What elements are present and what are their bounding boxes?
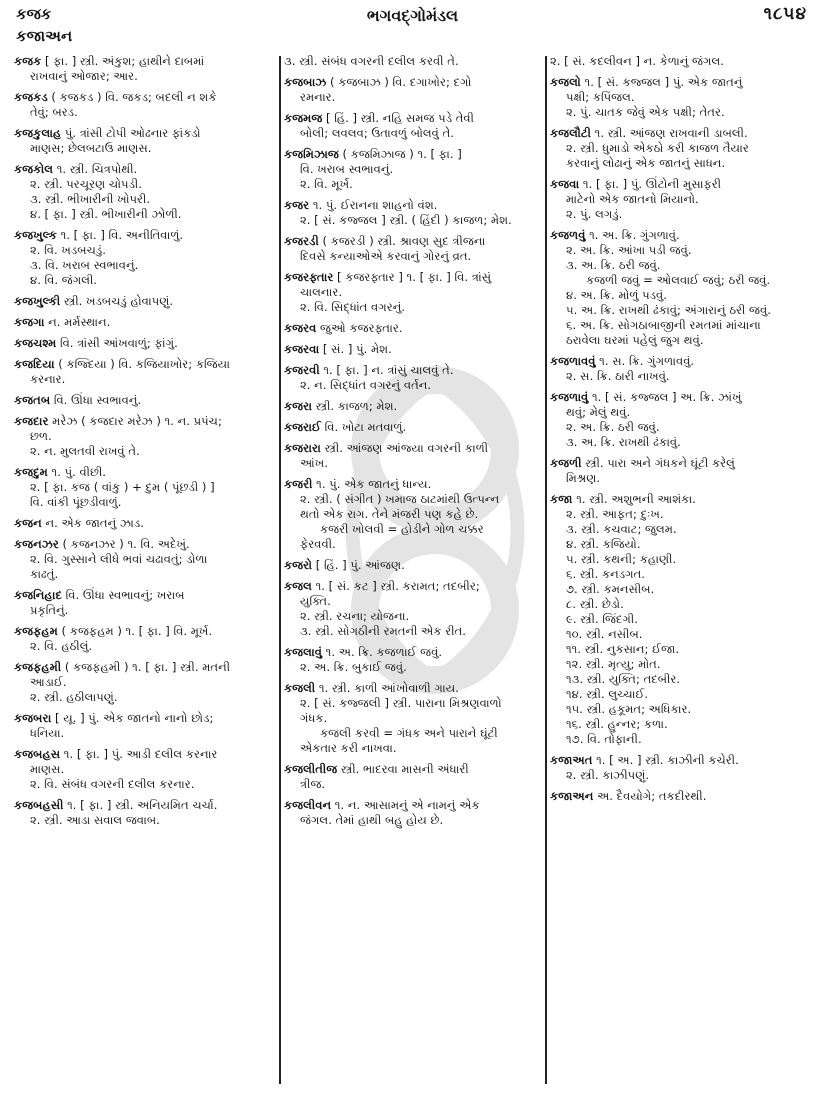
entry-line: રમનાર. xyxy=(300,90,336,104)
dictionary-entry xyxy=(14,660,276,705)
headword: કજરાઈ xyxy=(284,420,321,434)
headword: કજકડ xyxy=(14,90,48,104)
entry-line: ૩. અ. ક્રિ. રાખથી ઢંકાવું. xyxy=(566,435,681,449)
entry-line: ૨. પું. લગડું. xyxy=(566,207,623,221)
entry-line: ૫. અ. ક્રિ. રાખથી ઢંકાવું; અંગારાનું ઠરી જવું. xyxy=(566,303,771,317)
entry-line: ૭. સ્ત્રી. કમનસીબ. xyxy=(566,582,655,596)
entry-line: માણસ. xyxy=(30,762,65,776)
dictionary-entry xyxy=(14,798,276,828)
entry-line: ૫. સ્ત્રી. કથની; કહાણી. xyxy=(566,552,677,566)
dictionary-entry xyxy=(284,399,540,414)
headword: કજકોલ xyxy=(14,162,54,176)
dictionary-entry xyxy=(550,456,812,486)
headword: કજરા xyxy=(284,399,312,413)
entry-line: કજમજ [ હિં. ] સ્ત્રી. નહિ સમજ પડે તેવી xyxy=(284,111,474,125)
entry-line: પક્ષી; કપિંજલ. xyxy=(566,90,635,104)
column-divider xyxy=(545,56,547,1084)
entry-line: ૨. સ્ત્રી. રચના; યોજના. xyxy=(300,609,410,623)
running-head-left-bottom: કજાઅન xyxy=(16,27,73,45)
page-header xyxy=(0,0,825,52)
entry-line: કજફહમ ( કજફહમ ) ૧. [ ફા. ] વિ. મૂર્ખ. xyxy=(14,624,213,638)
entry-line: વિ. વાંકી પૂંછડીવાળું. xyxy=(30,495,122,509)
headword: કજબહસ xyxy=(14,747,61,761)
headword: કજરવા xyxy=(284,342,320,356)
entry-line: ૧૬. સ્ત્રી. હુન્નર; કળા. xyxy=(566,717,668,731)
headword: કજરી xyxy=(284,477,313,491)
headword: કજરફ્તાર xyxy=(284,270,334,284)
headword: કજલીતીજ xyxy=(284,762,338,776)
headword: કજદાર xyxy=(14,414,49,428)
dictionary-entry xyxy=(14,624,276,654)
entry-line: ૨. વિ. સિદ્ધાંત વગરનું. xyxy=(300,300,406,314)
dictionary-entry xyxy=(284,54,540,69)
entry-line: ૨. સ્ત્રી. હઠીલાપણું. xyxy=(30,690,118,704)
entry-line: ૨. [ સં. કજ્જલી ] સ્ત્રી. પારાના મિશ્રણવાળો xyxy=(300,696,502,710)
entry-line: ઠરાવેલા ઘરમાં પહેલું જુગ થવું. xyxy=(566,333,704,347)
entry-line: યુક્તિ. xyxy=(300,594,331,608)
dictionary-entry xyxy=(284,681,540,756)
headword: કજરડી xyxy=(284,234,319,248)
entry-line: કજક [ ફા. ] સ્ત્રી. અંકુશ; હાથીને દાબમાં xyxy=(14,54,205,68)
entry-line: કજર ૧. પું. ઈરાનના શાહનો વંશ. xyxy=(284,198,438,212)
dictionary-entry xyxy=(14,537,276,582)
entry-line: ૨. સ્ત્રી. આફત; દુઃખ. xyxy=(566,507,664,521)
dictionary-entry xyxy=(284,111,540,141)
entry-line: ૧૭. વિ. તોફાની. xyxy=(566,732,642,746)
headword: કજખુલ્ક xyxy=(14,228,57,242)
dictionary-entry xyxy=(14,393,276,408)
entry-line: ૨. સ્ત્રી. ધુમાડો એકઠો કરી કાજળ તૈયાર xyxy=(566,141,749,155)
dictionary-entry xyxy=(284,420,540,435)
entry-line: ફેરવવી. xyxy=(300,537,336,551)
entry-line: કજકડ ( કજકડ ) વિ. જકડ; બદલી ન શકે xyxy=(14,90,217,104)
entry-line: કજદિયા ( કજ્દિયા ) વિ. કજિયાખોર; કજિયા xyxy=(14,357,230,371)
dictionary-entry xyxy=(550,75,812,120)
dictionary-column-1 xyxy=(14,54,276,1084)
entry-line: ૩. અ. ક્રિ. ઠરી જવું. xyxy=(566,258,661,272)
entry-line: ૪. સ્ત્રી. કજિયો. xyxy=(566,537,641,551)
dictionary-entry xyxy=(284,645,540,675)
headword: કજનઝર xyxy=(14,537,59,551)
entry-line: કજળાવવું ૧. સ. ક્રિ. ગુંગળાવવું. xyxy=(550,354,695,368)
column-divider xyxy=(279,56,281,1084)
entry-line: કજરાઈ વિ. ખોટા મતવાળું. xyxy=(284,420,407,434)
entry-line: કજગા ન. મર્મસ્થાન. xyxy=(14,315,111,329)
entry-line: ૧૦. સ્ત્રી. નસીબ. xyxy=(566,627,643,641)
entry-line: કજમિઝાજ ( કજમિઝાજ ) ૧. [ ફા. ] xyxy=(284,147,462,161)
dictionary-entry xyxy=(14,711,276,741)
entry-line: ૨. પું. ચાતક જેવું એક પક્ષી; તેતર. xyxy=(566,105,725,119)
headword: કજફહમ xyxy=(14,624,58,638)
entry-line: કજલીતીજ સ્ત્રી. ભાદરવા માસની અંધારી xyxy=(284,762,469,776)
book-title: ભગવદ્ગોમંડલ xyxy=(366,6,459,25)
headword: કજતબ xyxy=(14,393,51,407)
dictionary-entry xyxy=(284,342,540,357)
headword: કજલો xyxy=(550,75,581,89)
entry-line: રાખવાનું ઓજાર; આર. xyxy=(30,69,138,83)
entry-line: ૨. વિ. મૂર્ખ. xyxy=(300,177,353,191)
entry-line: ૨. અ. ક્રિ. બુકાઈ જવું. xyxy=(300,660,407,674)
entry-line: ૨. વિ. ગુસ્સાને લીધે ભવાં ચઢાવતું; ડોળા xyxy=(30,552,208,566)
entry-line: કજતબ વિ. ઊંધા સ્વભાવનું. xyxy=(14,393,142,407)
dictionary-entry xyxy=(14,294,276,309)
entry-line: કજચશ્મ વિ. ત્રાંસી આંખવાળું; ફાંગું. xyxy=(14,336,178,350)
dictionary-entry xyxy=(284,234,540,264)
headword: કજબાઝ xyxy=(284,75,327,89)
dictionary-entry xyxy=(550,789,812,804)
entry-line: ત્રીજ. xyxy=(300,777,326,791)
dictionary-entry xyxy=(550,354,812,384)
headword: કજળી xyxy=(550,456,582,470)
entry-line: ૧૫. સ્ત્રી. હકૂમત; અધિકાર. xyxy=(566,702,692,716)
entry-line: છળ. xyxy=(30,429,52,443)
entry-line: કજવા ૧. [ ફા. ] પું. ઊંટોની મુસાફરી xyxy=(550,177,722,191)
entry-line: કરવાનું લોઢાનું એક જાતનું સાધન. xyxy=(566,156,726,170)
dictionary-entry xyxy=(14,336,276,351)
dictionary-entry xyxy=(284,441,540,471)
entry-line: ૪. વિ. જંગલી. xyxy=(30,273,97,287)
entry-line: આડાઈ. xyxy=(30,675,67,689)
headword: કજળાવવું xyxy=(550,354,596,368)
entry-line: માટેનો એક જાતનો મિયાનો. xyxy=(566,192,699,206)
headword: કજદિયા xyxy=(14,357,55,371)
entry-line: ૨. વિ. ખડબચડું. xyxy=(30,243,106,257)
headword: કજગા xyxy=(14,315,45,329)
headword: કજનિહાદ xyxy=(14,588,62,602)
headword: કજરવી xyxy=(284,363,320,377)
dictionary-entry xyxy=(14,516,276,531)
entry-line: મિશ્રણ. xyxy=(566,471,601,485)
entry-line: ૮. સ્ત્રી. છેડો. xyxy=(566,597,624,611)
entry-line: ૨. સ્ત્રી. પરચૂરણ ચોપડી. xyxy=(30,177,142,191)
entry-line: થવું; મેલું થવું. xyxy=(566,405,631,419)
headword: કજરો xyxy=(284,558,313,572)
entry-line: આંખ. xyxy=(300,456,328,470)
entry-line: કજા ૧. સ્ત્રી. અશુભની આશંકા. xyxy=(550,492,696,506)
entry-line: કજલ ૧. [ સં. કટ ] સ્ત્રી. કરામત; તદબીર; xyxy=(284,579,480,593)
entry-line: કજલી ૧. સ્ત્રી. કાળી આંખોવાળી ગાય. xyxy=(284,681,459,695)
entry-line: ૨. સ. ક્રિ. ઠારી નાખવું. xyxy=(566,369,670,383)
entry-line: ૨. [ સં. કદલીવન ] ન. કેળાનું જંગલ. xyxy=(550,54,724,68)
page-number: ૧૮૫૪ xyxy=(763,4,807,24)
headword: કજબહસી xyxy=(14,798,64,812)
entry-line: કજળવું ૧. અ. ક્રિ. ગુંગળાવું. xyxy=(550,228,680,242)
dictionary-entry xyxy=(14,465,276,510)
entry-line: કજરડી ( કજરડી ) સ્ત્રી. શ્રાવણ સુદ ત્રીજના xyxy=(284,234,486,248)
dictionary-entry xyxy=(14,54,276,84)
entry-line: કજન ન. એક જાતનું ઝાડ. xyxy=(14,516,144,530)
entry-line: કજરવી ૧. [ ફા. ] ન. ત્રાંસું ચાલવું તે. xyxy=(284,363,454,377)
dictionary-entry xyxy=(284,579,540,639)
dictionary-entry xyxy=(550,126,812,171)
entry-line: ૩. સ્ત્રી. સંબંધ વગરની દલીલ કરવી તે. xyxy=(284,54,459,68)
headword: કજકુલાહ xyxy=(14,126,62,140)
entry-line: ૧૧. સ્ત્રી. નુકસાન; ઈજા. xyxy=(566,642,680,656)
entry-line: ૬. સ્ત્રી. કનડગત. xyxy=(566,567,645,581)
dictionary-entry xyxy=(550,753,812,783)
entry-line: કજલી કરવી = ગંધક અને પારાને ઘૂંટી xyxy=(320,726,498,740)
dictionary-entry xyxy=(284,363,540,393)
headword: કજન xyxy=(14,516,42,530)
headword: કજદુમ xyxy=(14,465,48,479)
dictionary-entry xyxy=(284,198,540,228)
entry-line: કજરવ જુઓ કજરફ્તાર. xyxy=(284,321,403,335)
entry-line: કજદાર મરેઝ ( કજદાર મરેઝ ) ૧. ન. પ્રપંચ; xyxy=(14,414,222,428)
dictionary-entry xyxy=(14,315,276,330)
dictionary-entry xyxy=(14,162,276,222)
dictionary-column-2 xyxy=(284,54,540,1084)
entry-line: ૩. સ્ત્રી. કચવાટ; જુલમ. xyxy=(566,522,677,536)
dictionary-entry xyxy=(14,588,276,618)
entry-line: કજબહસી ૧. [ ફા. ] સ્ત્રી. અનિયમિત ચર્ચા. xyxy=(14,798,218,812)
dictionary-entry xyxy=(550,492,812,747)
entry-line: ૨. વિ. હઠીલું. xyxy=(30,639,93,653)
entry-line: જંગલ. તેમાં હાથી બહુ હોય છે. xyxy=(300,813,444,827)
dictionary-entry xyxy=(284,321,540,336)
entry-line: કજરી ખોલવી = હોડીને ગોળ ચક્કર xyxy=(320,522,484,536)
headword: કજર xyxy=(284,198,310,212)
dictionary-entry xyxy=(284,558,540,573)
entry-line: કજખુલ્કી સ્ત્રી. ખડબચડું હોવાપણું. xyxy=(14,294,174,308)
headword: કજલ xyxy=(284,579,312,593)
dictionary-entry xyxy=(284,762,540,792)
entry-line: ૨. ન. સિદ્ધાંત વગરનું વર્તન. xyxy=(300,378,432,392)
headword: કજચશ્મ xyxy=(14,336,57,350)
entry-line: કજલાવું ૧. અ. ક્રિ. કજળાઈ જવું. xyxy=(284,645,443,659)
entry-line: કજનિહાદ વિ. ઊંધા સ્વભાવનું; ખરાબ xyxy=(14,588,185,602)
dictionary-entry xyxy=(284,75,540,105)
headword: કજાઅત xyxy=(550,753,593,767)
entry-line: કજાઅત ૧. [ અ. ] સ્ત્રી. કાઝીની કચેરી. xyxy=(550,753,739,767)
headword: કજાઅન xyxy=(550,789,594,803)
dictionary-entry xyxy=(284,147,540,192)
entry-line: ૨. સ્ત્રી. ( સંગીત ) ખમાજ ઠાટમાંથી ઉત્પન્ન xyxy=(300,492,500,506)
entry-line: કાઢતું. xyxy=(30,567,59,581)
running-head-left: કજક xyxy=(16,5,52,23)
entry-line: કજબરા [ યૂ. ] પું. એક જાતનો નાનો છોડ; xyxy=(14,711,214,725)
dictionary-entry xyxy=(14,126,276,156)
dictionary-entry xyxy=(284,270,540,315)
entry-line: કજરો [ હિં. ] પું. આંજણ. xyxy=(284,558,405,572)
entry-line: કજકુલાહ પું. ત્રાંસી ટોપી ઓઢનાર ફાંકડો xyxy=(14,126,201,140)
headword: કજરારા xyxy=(284,441,321,455)
entry-line: ૧૨. સ્ત્રી. મૃત્યુ; મોત. xyxy=(566,657,661,671)
entry-line: કરનાર. xyxy=(30,372,66,386)
entry-line: ૩. સ્ત્રી. સોગઠીની રમતની એક રીત. xyxy=(300,624,466,638)
entry-line: ૨. વિ. સંબંધ વગરની દલીલ કરનાર. xyxy=(30,777,195,791)
dictionary-entry xyxy=(550,54,812,69)
entry-line: કજળી સ્ત્રી. પારા અને ગંધકને ઘૂંટી કરેલું xyxy=(550,456,735,470)
headword: કજળવું xyxy=(550,228,586,242)
entry-line: ૧૪. સ્ત્રી. લુચ્ચાઈ. xyxy=(566,687,649,701)
entry-line: ૨. ન. મુલતવી રાખવું તે. xyxy=(30,444,140,458)
entry-line: પ્રકૃતિનું. xyxy=(30,603,69,617)
entry-line: કજનઝર ( કજનઝર ) ૧. વિ. અદેખું. xyxy=(14,537,190,551)
entry-line: એકતાર કરી નાખવા. xyxy=(300,741,397,755)
dictionary-entry xyxy=(14,357,276,387)
entry-line: ૨. [ સં. કજ્જલ ] સ્ત્રી. ( હિંદી ) કાજળ; મેશ. xyxy=(300,213,512,227)
entry-line: તેવું; બરડ. xyxy=(30,105,78,119)
dictionary-entry xyxy=(550,390,812,450)
entry-line: માણસ; છેલબટાઉ માણસ. xyxy=(30,141,152,155)
headword: કજલી xyxy=(284,681,316,695)
dictionary-column-3 xyxy=(550,54,812,1084)
entry-line: કજાઅન અ. દૈવયોગે; તકદીરથી. xyxy=(550,789,707,803)
dictionary-entry xyxy=(14,414,276,459)
entry-line: ૪. [ ફા. ] સ્ત્રી. ભીખારીની ઝોળી. xyxy=(30,207,182,221)
entry-line: ૬. અ. ક્રિ. સોગઠાબાજીની રમતમાં માંચાના xyxy=(566,318,761,332)
entry-line: ૯. સ્ત્રી. જિંદગી. xyxy=(566,612,638,626)
entry-line: ગંધક. xyxy=(300,711,328,725)
entry-line: કજલૌટી ૧. સ્ત્રી. આંજણ રાખવાની ડાબલી. xyxy=(550,126,748,140)
entry-line: ૨. [ ફા. કજ ( વાંકુ ) + દુમ ( પૂંછડી ) ] xyxy=(30,480,215,494)
entry-line: કજબહસ ૧. [ ફા. ] પું. આડી દલીલ કરનાર xyxy=(14,747,218,761)
entry-line: ૨. અ. ક્રિ. ઠરી જવું. xyxy=(566,420,660,434)
dictionary-entry xyxy=(14,747,276,792)
entry-line: કજળાવું ૧. [ સં. કજ્જલ ] અ. ક્રિ. ઝાંખું xyxy=(550,390,742,404)
entry-line: કજદુમ ૧. પું. વીછી. xyxy=(14,465,106,479)
entry-line: થતો એક રાગ. તેને મંજરી પણ કહે છે. xyxy=(300,507,479,521)
entry-line: ૩. સ્ત્રી. ભીખારીની ખોપરી. xyxy=(30,192,151,206)
entry-line: ૪. અ. ક્રિ. મોળું પડવું. xyxy=(566,288,667,302)
entry-line: કજકોલ ૧. સ્ત્રી. ચિત્રપોથી. xyxy=(14,162,138,176)
dictionary-entry xyxy=(14,228,276,288)
headword: કજલૌટી xyxy=(550,126,591,140)
entry-line: કજળી જવું = ઓલવાઈ જવું; ઠરી જવું. xyxy=(586,273,771,287)
entry-line: કજરફ્તાર [ કજરફ્તાર ] ૧. [ ફા. ] વિ. ત્રાંસું xyxy=(284,270,492,284)
headword: કજક xyxy=(14,54,42,68)
entry-line: કજરી ૧. પું. એક જાતનું ધાન્ય. xyxy=(284,477,432,491)
entry-line: કજરારા સ્ત્રી. આંજણ આંજ્યા વગરની કાળી xyxy=(284,441,489,455)
entry-line: ૧૩. સ્ત્રી. યુક્તિ; તદબીર. xyxy=(566,672,681,686)
entry-line: ૨. સ્ત્રી. આડા સવાલ જવાબ. xyxy=(30,813,160,827)
entry-line: વિ. ખરાબ સ્વભાવનું. xyxy=(300,162,394,176)
entry-line: દિવસે કન્યાઓએ કરવાનું ગોરનું વ્રત. xyxy=(300,249,472,263)
entry-line: કજરા સ્ત્રી. કાજળ; મેશ. xyxy=(284,399,398,413)
entry-line: ચાલનાર. xyxy=(300,285,343,299)
headword: કજલીવન xyxy=(284,798,332,812)
dictionary-entry xyxy=(550,177,812,222)
entry-line: કજરવા [ સં. ] પું. મેશ. xyxy=(284,342,392,356)
headword: કજખુલ્કી xyxy=(14,294,61,308)
dictionary-entry xyxy=(14,90,276,120)
dictionary-entry xyxy=(550,228,812,348)
entry-line: બોલી; લવલવ; ઉતાવળું બોલવું તે. xyxy=(300,126,454,140)
entry-line: ૨. સ્ત્રી. કાઝીપણું. xyxy=(566,768,650,782)
headword: કજવા xyxy=(550,177,580,191)
entry-line: ૨. અ. ક્રિ. આંખા પડી જવું. xyxy=(566,243,692,257)
entry-line: કજબાઝ ( કજબાઝ ) વિ. દગાખોર; દગો xyxy=(284,75,472,89)
entry-line: ધનિયા. xyxy=(30,726,65,740)
headword: કજરવ xyxy=(284,321,317,335)
dictionary-entry xyxy=(284,798,540,828)
headword: કજમિઝાજ xyxy=(284,147,339,161)
entry-line: કજલીવન ૧. ન. આસામનું એ નામનું એક xyxy=(284,798,480,812)
headword: કજલાવું xyxy=(284,645,322,659)
entry-line: કજફહમી ( કજફહમી ) ૧. [ ફા. ] સ્ત્રી. મતની xyxy=(14,660,231,674)
headword: કજફહમી xyxy=(14,660,62,674)
headword: કજબરા xyxy=(14,711,52,725)
entry-line: કજખુલ્ક ૧. [ ફા. ] વિ. અનીતિવાળું. xyxy=(14,228,184,242)
entry-line: કજલો ૧. [ સં. કજ્જલ ] પું. એક જાતનું xyxy=(550,75,743,89)
headword: કજા xyxy=(550,492,573,506)
entry-line: ૩. વિ. ખરાબ સ્વભાવનું. xyxy=(30,258,139,272)
headword: કજમજ xyxy=(284,111,323,125)
dictionary-entry xyxy=(284,477,540,552)
headword: કજળાવું xyxy=(550,390,589,404)
